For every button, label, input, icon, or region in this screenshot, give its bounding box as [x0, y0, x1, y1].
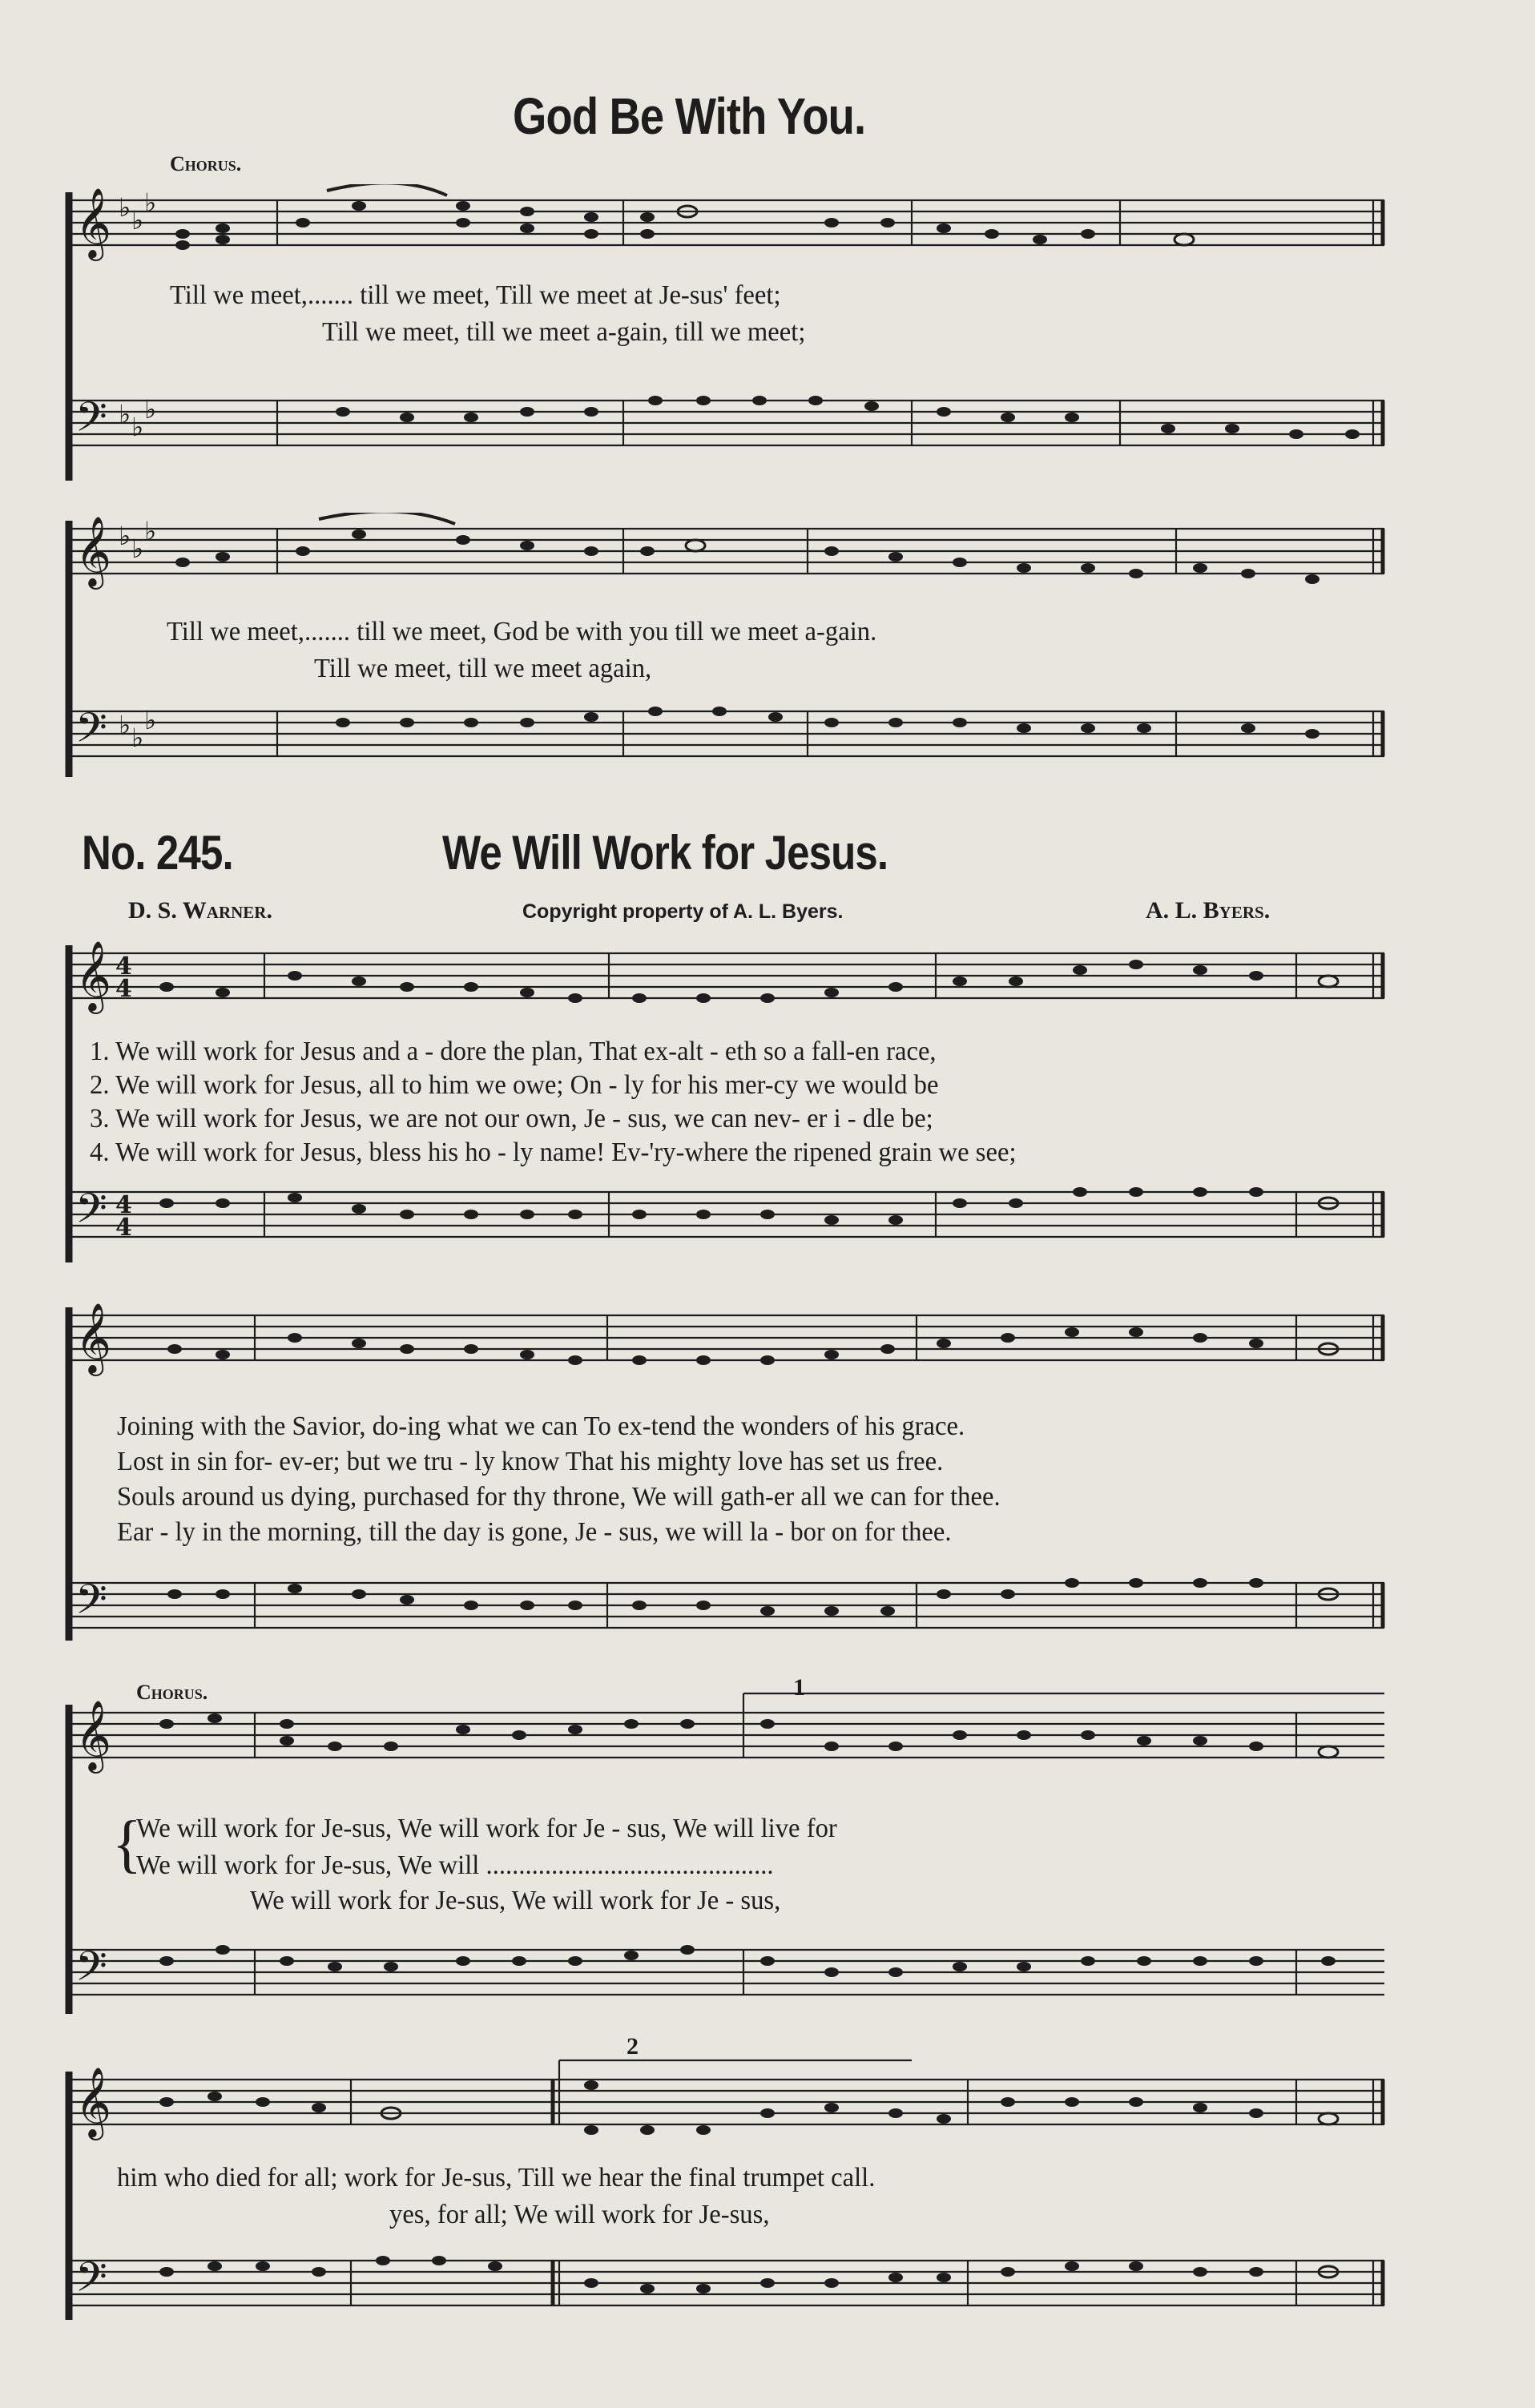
verse-line: 4. We will work for Jesus, bless his ho - ly name! Ev-'ry-where the ripened grain we see;	[90, 1138, 1017, 1167]
verse-line: 3. We will work for Jesus, we are not our own, Je - sus, we can nev- er i - dle be;	[90, 1104, 933, 1134]
lyric-line: Till we meet,....... till we meet, Till we meet at Je-sus' feet;	[170, 280, 781, 310]
svg-text:♭: ♭	[119, 399, 131, 429]
system-2	[62, 513, 1389, 785]
svg-text:♭: ♭	[119, 710, 131, 740]
chorus-line: We will work for Je-sus, We will ............................................	[136, 1850, 774, 1880]
system-6-staves	[62, 2056, 1389, 2331]
second-ending-label: 2	[626, 2033, 639, 2060]
hymn-number: No. 245.	[82, 826, 233, 880]
treble-clef-icon: 𝄞	[75, 2066, 111, 2137]
hymn-title: God Be With You.	[513, 87, 866, 145]
chorus-line: We will work for Je-sus, We will work for Je - sus,	[250, 1886, 781, 1915]
first-ending-label: 1	[793, 1674, 805, 1701]
svg-text:4: 4	[115, 975, 132, 1003]
treble-clef-icon: 𝄞	[75, 187, 111, 258]
chorus-line: yes, for all; We will work for Je-sus,	[389, 2200, 770, 2229]
svg-text:♭: ♭	[144, 394, 157, 425]
svg-text:4: 4	[115, 952, 132, 981]
author: D. S. Warner.	[128, 897, 272, 924]
slur-icon	[319, 513, 455, 524]
verse-line: 2. We will work for Jesus, all to him we owe; On - ly for his mer-cy we would be	[90, 1070, 939, 1100]
chorus-bracket-icon: {	[112, 1809, 142, 1879]
treble-clef-icon: 𝄞	[75, 515, 111, 586]
verse-line: Lost in sin for- ev-er; but we tru - ly know That his mighty love has set us free.	[117, 1447, 944, 1476]
system-6	[62, 2056, 1389, 2331]
bass-clef-icon: 𝄢	[75, 1942, 107, 2000]
treble-clef-icon: 𝄞	[75, 940, 111, 1011]
verse-line: Souls around us dying, purchased for thy throne, We will gath-er all we can for thee.	[117, 1482, 1001, 1512]
key-signature-icon	[119, 187, 156, 442]
svg-text:4: 4	[115, 1191, 132, 1219]
bass-clef-icon: 𝄢	[75, 1575, 107, 1633]
svg-text:♭: ♭	[144, 187, 157, 218]
hymn-title: We Will Work for Jesus.	[442, 826, 888, 880]
svg-text:♭: ♭	[144, 705, 157, 735]
svg-text:♭: ♭	[131, 412, 144, 442]
svg-text:♭: ♭	[131, 723, 144, 753]
svg-text:♭: ♭	[131, 205, 144, 236]
lyric-line: Till we meet,....... till we meet, God be with you till we meet a-gain.	[167, 617, 877, 646]
copyright: Copyright property of A. L. Byers.	[522, 900, 844, 923]
chorus-label: Chorus.	[170, 152, 242, 175]
lyric-line: Till we meet, till we meet a-gain, till we meet;	[322, 317, 806, 347]
bass-clef-icon: 𝄢	[75, 1184, 107, 1242]
chorus-label: Chorus.	[136, 1681, 208, 1704]
svg-text:♭: ♭	[131, 534, 144, 564]
bass-clef-icon: 𝄢	[75, 393, 107, 451]
bass-clef-icon: 𝄢	[75, 703, 107, 762]
verse-line: Ear - ly in the morning, till the day is gone, Je - sus, we will la - bor on for thee.	[117, 1517, 952, 1547]
treble-clef-icon: 𝄞	[75, 1302, 111, 1373]
verse-line: Joining with the Savior, do-ing what we can To ex-tend the wonders of his grace.	[117, 1411, 965, 1441]
system-3	[62, 934, 1389, 1270]
system-3-staves	[62, 934, 1389, 1270]
lyric-line: Till we meet, till we meet again,	[314, 654, 652, 683]
verse-line: 1. We will work for Jesus and a - dore the plan, That ex-alt - eth so a fall-en race,	[90, 1037, 937, 1066]
svg-text:♭: ♭	[119, 521, 131, 551]
bass-clef-icon: 𝄢	[75, 2253, 107, 2311]
chorus-line: him who died for all; work for Je-sus, Till we hear the final trumpet call.	[117, 2163, 876, 2193]
chorus-line: We will work for Je-sus, We will work for Je - sus, We will live for	[136, 1814, 837, 1843]
notes	[159, 1713, 1338, 1977]
composer: A. L. Byers.	[1146, 897, 1271, 924]
svg-text:4: 4	[115, 1214, 132, 1242]
treble-clef-icon: 𝄞	[75, 1699, 111, 1770]
svg-text:♭: ♭	[144, 516, 157, 546]
svg-text:♭: ♭	[119, 192, 131, 223]
slur-icon	[327, 184, 447, 195]
system-2-staves	[62, 513, 1389, 785]
